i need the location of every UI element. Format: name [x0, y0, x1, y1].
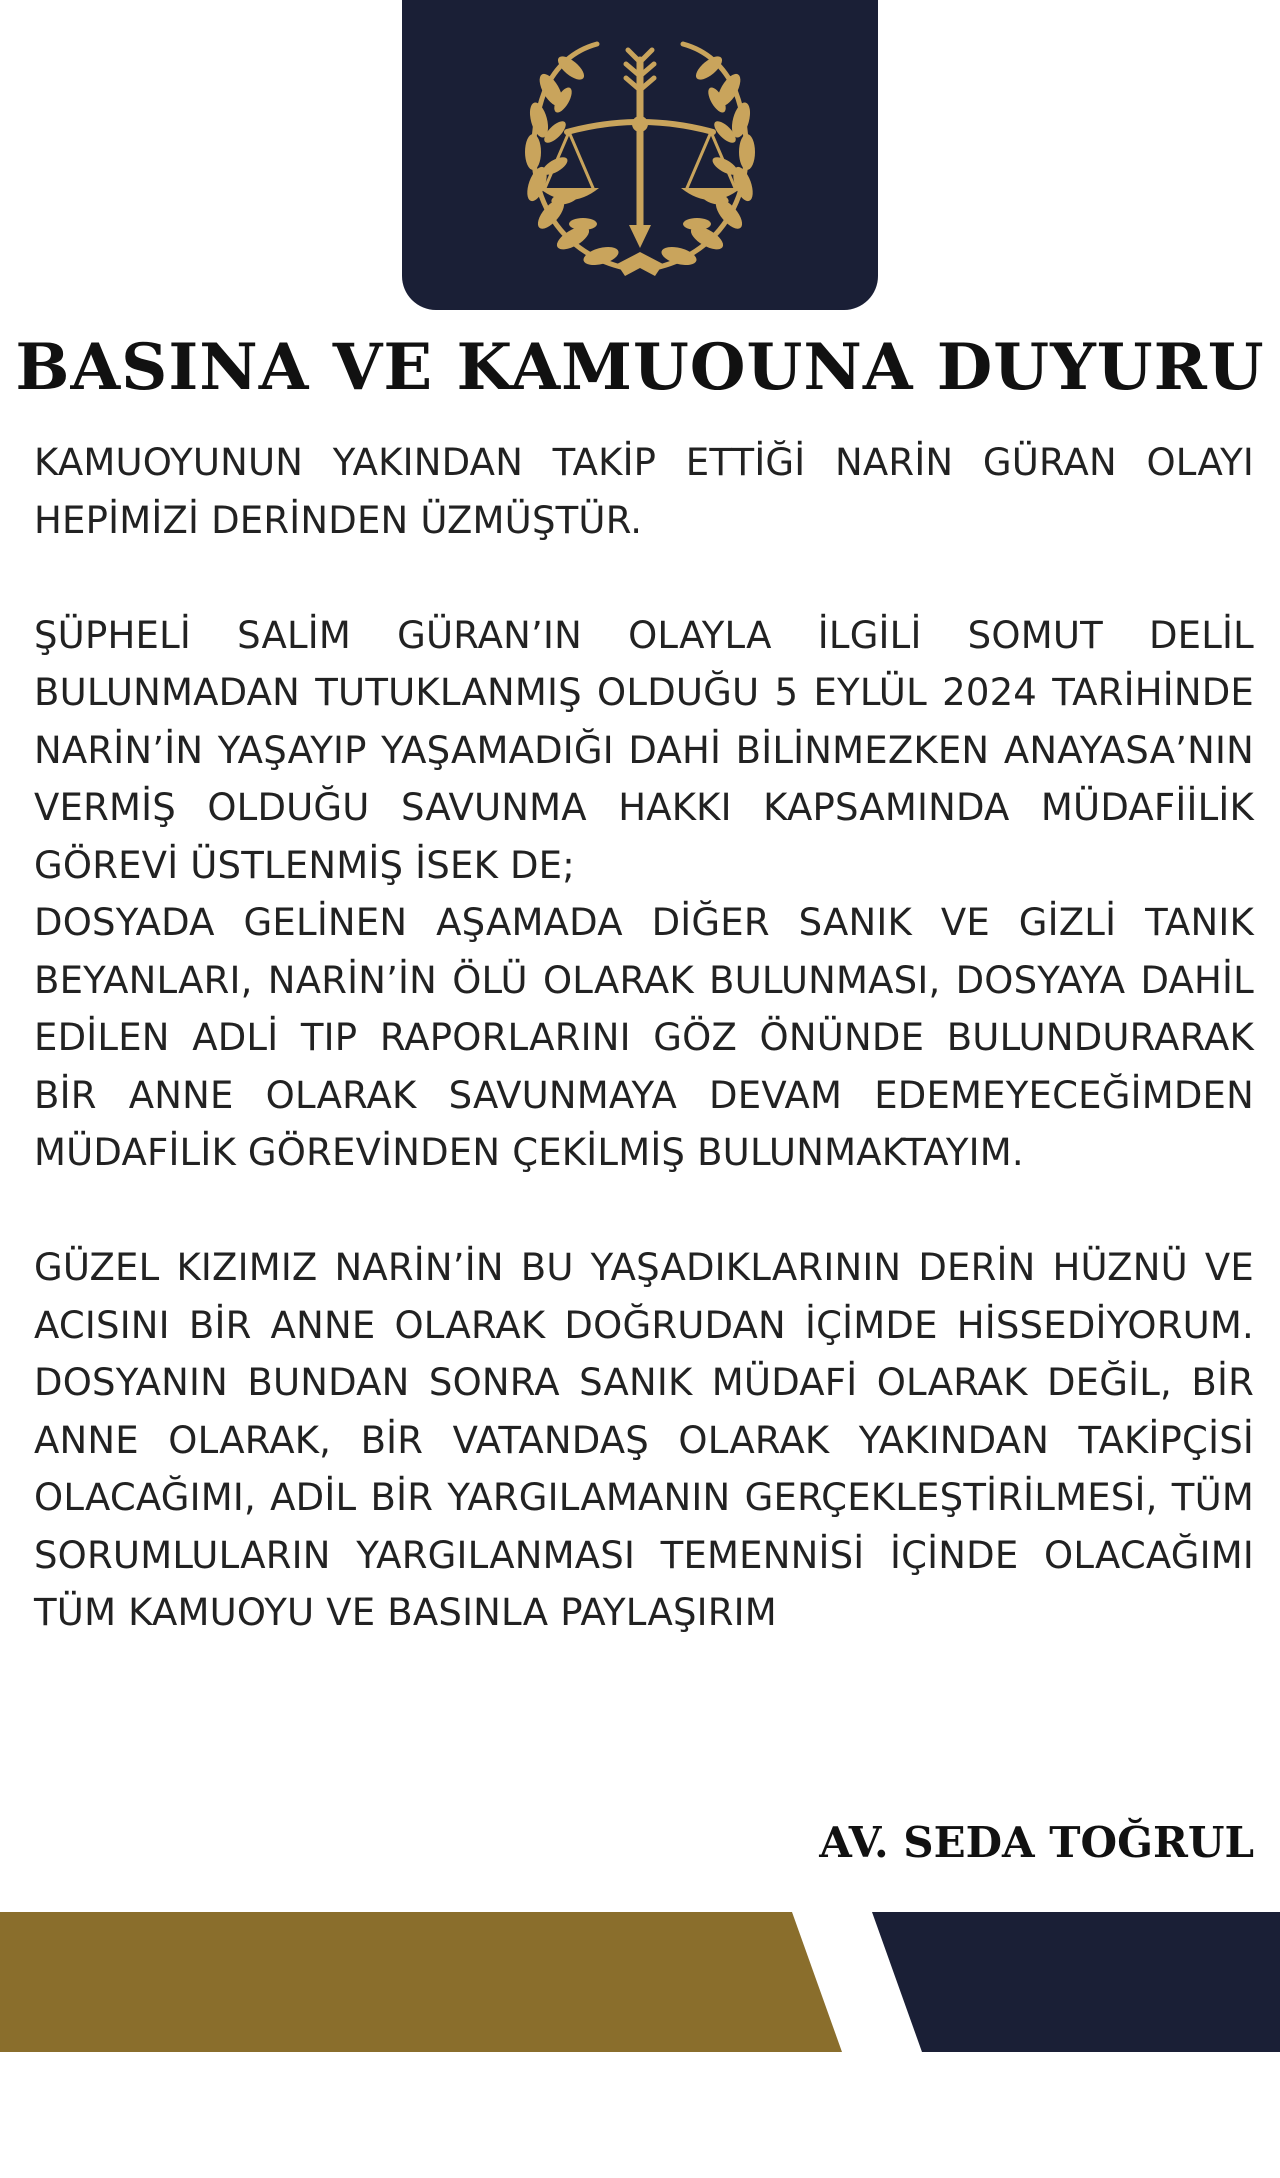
- paragraph-closing: GÜZEL KIZIMIZ NARİN’İN BU YAŞADIKLARININ DERİN HÜZNÜ VE ACISINI BİR ANNE OLARAK DOĞRUDAN İÇİMDE HİSSEDİYORUM. DOSYANIN BUNDAN SONRA SANIK MÜDAFİ OLARAK DEĞİL, BİR ANNE OLARAK, BİR VATANDAŞ OLARAK YAKINDAN TAKİPÇİSİ OLACAĞIMI, ADİL BİR YARGILAMANIN GERÇEKLEŞTİRİLMESİ, TÜM SORUMLULARIN YARGILANMASI TEMENNİSİ İÇİNDE OLACAĞIMI TÜM KAMUOYU VE BASINLA PAYLAŞIRIM: [34, 1246, 1254, 1634]
- page-title: BASINA VE KAMUOUNA DUYURU: [15, 330, 1265, 405]
- paragraph-suspect: ŞÜPHELİ SALİM GÜRAN’IN OLAYLA İLGİLİ SOMUT DELİL BULUNMADAN TUTUKLANMIŞ OLDUĞU 5 EYLÜL 2024 TARİHİNDE NARİN’İN YAŞAYIP YAŞAMADIĞI DAHİ BİLİNMEZKEN ANAYASA’NIN VERMİŞ OLDUĞU SAVUNMA HAKKI KAPSAMINDA MÜDAFİİLİK GÖREVİ ÜSTLENMİŞ İSEK DE;: [34, 613, 1254, 887]
- announcement-body: [34, 434, 1254, 1642]
- footer-gold-band: [0, 1912, 842, 2052]
- logo-panel: [402, 0, 878, 310]
- paragraph-withdrawal: DOSYADA GELİNEN AŞAMADA DİĞER SANIK VE GİZLİ TANIK BEYANLARI, NARİN’İN ÖLÜ OLARAK BULUNMASI, DOSYAYA DAHİL EDİLEN ADLİ TIP RAPORLARINI GÖZ ÖNÜNDE BULUNDURARAK BİR ANNE OLARAK SAVUNMAYA DEVAM EDEMEYECEĞİMDEN MÜDAFİLİK GÖREVİNDEN ÇEKİLMİŞ BULUNMAKTAYIM.: [34, 901, 1254, 1174]
- signature: AV. SEDA TOĞRUL: [819, 1818, 1254, 1867]
- footer-navy-band: [872, 1912, 1280, 2052]
- paragraph-intro: KAMUOYUNUN YAKINDAN TAKİP ETTİĞİ NARİN GÜRAN OLAYI HEPİMİZİ DERİNDEN ÜZMÜŞTÜR.: [34, 441, 1254, 542]
- scales-of-justice-laurel-icon: [505, 20, 775, 290]
